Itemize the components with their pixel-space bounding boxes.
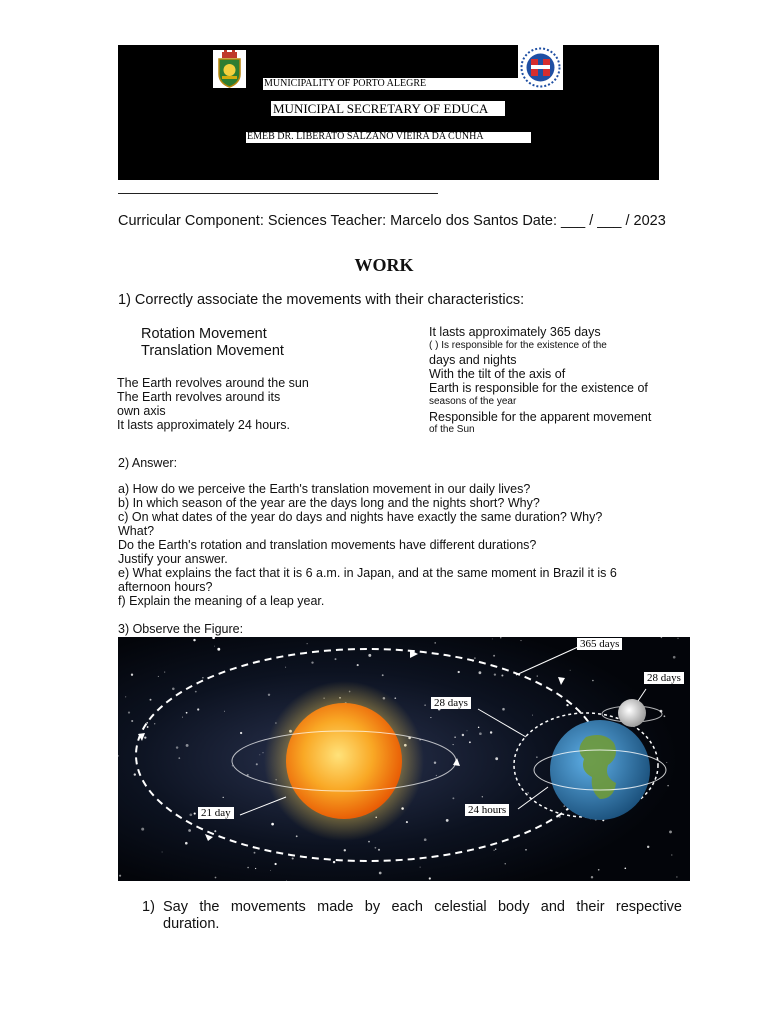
star [458,671,460,673]
star [189,813,192,816]
question-2-line: afternoon hours? [118,580,213,594]
followup-line-2: duration. [163,916,220,932]
star [673,656,676,659]
movement-rotation: Rotation Movement [141,326,267,342]
star [188,829,191,832]
star [532,715,533,716]
star [344,849,346,851]
star [479,671,482,674]
sun [286,703,402,819]
question-2-line: What? [118,524,155,538]
education-secretariat-logo [518,45,563,90]
star [292,857,294,859]
star [357,664,359,666]
star [158,676,159,677]
star [172,688,175,691]
label-28-days: 28 days [431,697,471,709]
star [454,736,455,737]
star [296,835,298,837]
right-item: seasons of the year [429,396,517,407]
question-2-line: e) What explains the fact that it is 6 a.m. in Japan, and at the same moment in Brazil it is 6 [118,566,617,580]
left-item: The Earth revolves around its [117,390,281,404]
star [500,637,501,638]
star [247,867,249,869]
star [527,792,528,793]
star [677,638,678,639]
star [482,796,483,797]
star [224,711,225,712]
star [501,674,503,676]
star [186,744,189,747]
star [333,861,335,863]
star [195,691,197,693]
star [131,720,133,722]
question-3-followup [142,899,682,933]
right-item: days and nights [429,353,517,367]
movement-translation: Translation Movement [141,343,284,359]
star [178,757,180,759]
header-secretary: MUNICIPAL SECRETARY OF EDUCA [271,101,505,116]
star [271,823,274,826]
star [479,732,482,735]
star [492,638,493,639]
solar-system-figure [118,637,690,881]
star [505,863,506,864]
star [666,762,667,763]
star [570,670,571,671]
municipal-coat-of-arms-logo [213,50,246,88]
right-item: It lasts approximately 365 days [429,325,601,339]
star [215,877,217,879]
star [378,849,380,851]
name-underline [118,193,438,194]
star [150,699,152,701]
star [667,785,669,787]
star [424,704,426,706]
star [474,657,476,659]
star [144,736,146,738]
star [368,841,370,843]
star [193,639,195,641]
star [154,723,155,724]
header-municipality: MUNICIPALITY OF PORTO ALEGRE [263,78,518,90]
star [676,876,677,877]
star [259,754,260,755]
star [436,775,437,776]
star [125,696,126,697]
star [624,867,626,869]
sun-earth-moon-illustration [118,637,690,881]
star [263,752,264,753]
star [452,797,454,799]
left-item: own axis [117,404,166,418]
star [275,863,277,865]
star [669,830,672,833]
star [382,674,384,676]
question-2-line: f) Explain the meaning of a leap year. [118,594,325,608]
star [566,704,568,706]
question-2-line: c) On what dates of the year do days and nights have exactly the same duration? Why? [118,510,603,524]
star [406,821,408,823]
moon [618,699,646,727]
star [311,661,313,663]
right-item: Earth is responsible for the existence of [429,381,648,395]
star [591,876,593,878]
question-2-line: Do the Earth's rotation and translation movements have different durations? [118,538,537,552]
star [493,850,494,851]
star [647,846,649,848]
star [664,715,666,717]
left-item: It lasts approximately 24 hours. [117,418,290,432]
star [182,717,183,718]
star [214,646,215,647]
star [134,773,136,775]
star [141,828,144,831]
right-item: With the tilt of the axis of [429,367,566,381]
star [202,677,203,678]
label-21-day: 21 day [198,807,234,819]
star [214,830,216,832]
star [430,717,431,718]
star [446,819,449,822]
star [194,813,196,815]
star [375,847,377,849]
question-2-prompt: 2) Answer: [118,456,178,470]
star [494,673,496,675]
star [285,667,286,668]
star [162,852,163,853]
star [379,872,382,875]
document-title: WORK [354,255,414,275]
followup-line-1: Say the movements made by each celestial body and their respective [163,899,682,915]
right-item: Responsible for the apparent movement [429,410,652,424]
star [453,744,454,745]
star [429,877,431,879]
star [598,869,600,871]
star [307,643,308,644]
question-2-line: b) In which season of the year are the days long and the nights short? Why? [118,496,540,510]
label-28-days-moon: 28 days [644,672,684,684]
question-2-line: a) How do we perceive the Earth's translation movement in our daily lives? [118,482,531,496]
star [424,838,427,841]
star [119,875,121,877]
star [197,708,199,710]
star [270,870,271,871]
star [502,708,505,711]
label-24-hours: 24 hours [465,804,509,816]
right-item: of the Sun [429,424,475,435]
star [255,868,256,869]
star [128,712,130,714]
star [495,757,498,760]
star [495,849,496,850]
star [434,762,436,764]
star [256,763,258,765]
star [536,756,537,757]
label-365-days: 365 days [577,638,622,650]
star [564,805,565,806]
header-school: EMEB DR. LIBERATO SALZANO VIEIRA DA CUNHA [246,132,531,143]
question-1-prompt: 1) Correctly associate the movements with their characteristics: [118,292,525,308]
star [434,642,436,644]
star [268,694,270,696]
star [592,680,594,682]
curricular-info-line: Curricular Component: Sciences Teacher: Marcelo dos Santos Date: ___ / ___ / 2023 [118,213,666,229]
star [146,722,148,724]
star [394,697,396,699]
question-3-prompt: 3) Observe the Figure: [118,622,244,636]
star [493,655,495,657]
star [537,676,538,677]
star [467,730,468,731]
star [525,849,527,851]
star [240,732,242,734]
star [490,731,492,733]
star [478,727,479,728]
star [147,726,149,728]
star [164,672,165,673]
star [520,640,521,641]
star [254,852,256,854]
question-2-line: Justify your answer. [118,552,228,566]
star [368,654,371,657]
star [335,658,337,660]
star [223,797,224,798]
right-item: ( ) Is responsible for the existence of the [429,340,607,351]
star [217,648,220,651]
left-item: The Earth revolves around the sun [117,376,309,390]
followup-number: 1) [142,899,155,915]
star [462,734,464,736]
star [469,741,471,743]
star [131,674,133,676]
star [176,746,178,748]
star [185,842,188,845]
star [420,867,421,868]
star [186,712,188,714]
star [671,854,672,855]
